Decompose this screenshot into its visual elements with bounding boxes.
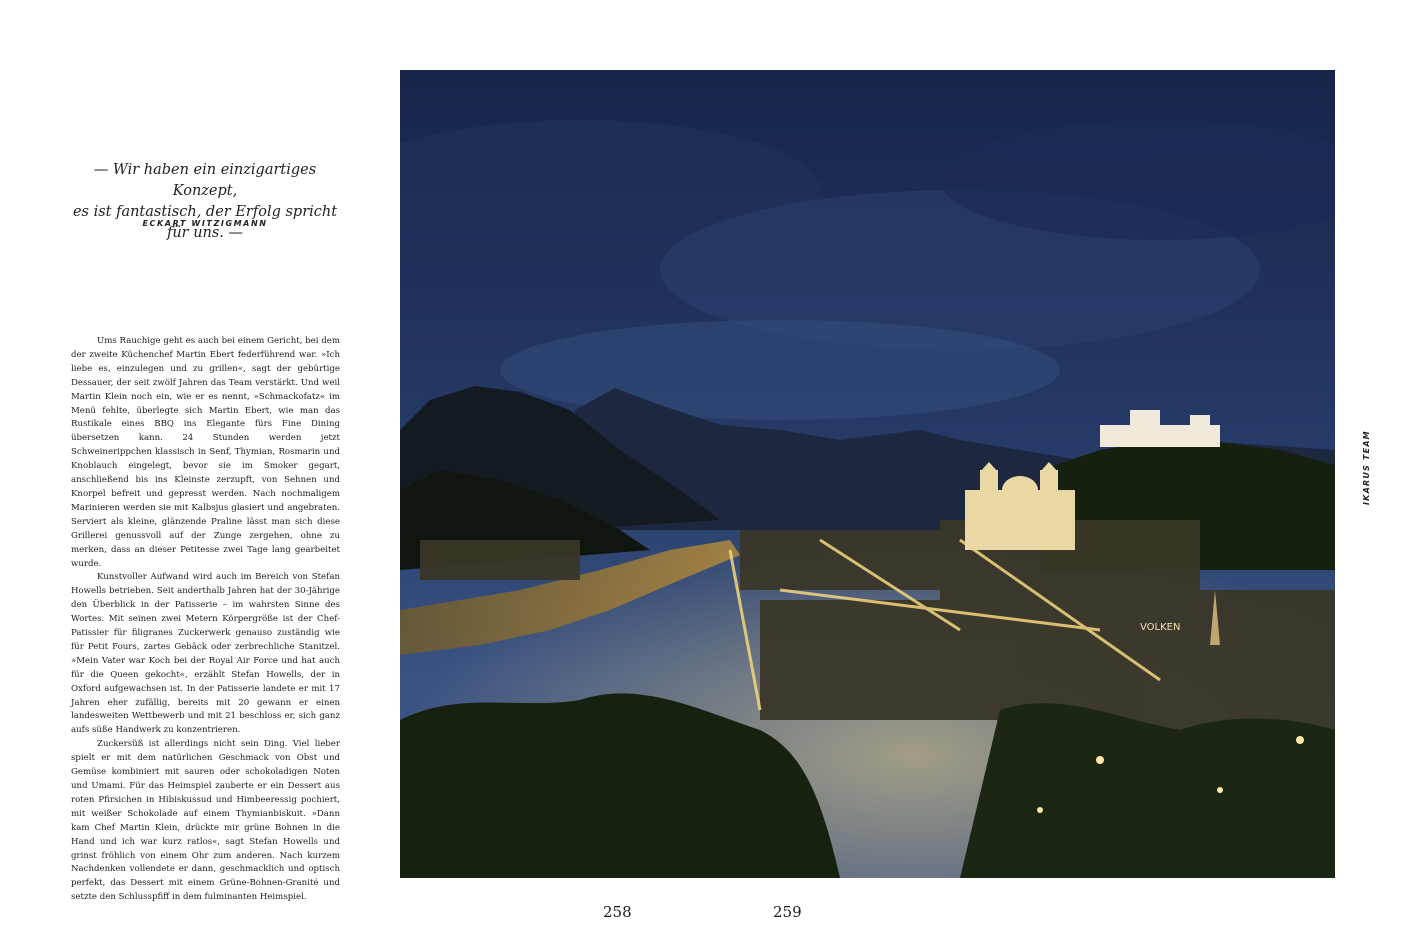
pull-quote <box>60 160 350 244</box>
quote-author: ECKART WITZIGMANN <box>142 219 268 228</box>
article-body <box>71 335 340 905</box>
pull-quote-line-2: es ist fantastisch, der Erfolg spricht für uns. — <box>72 204 338 241</box>
pull-quote-line-1: — Wir haben ein einzigartiges Konzept, <box>93 162 317 199</box>
salzburg-night-photo <box>400 70 1335 878</box>
photo-illustration <box>400 70 1335 878</box>
page-number-left: 258 <box>603 903 632 921</box>
article-paragraph: Zuckersüß ist allerdings nicht sein Ding. Viel lieber spielt er mit dem natürlichen Geschmack von Obst und Gemüse kombiniert mit sauren oder schokoladigen Noten und Umami. Für das Heimspiel zauberte er ein Dessert aus roten Pfirsichen in Hibiskussud und Himbeeressig pochiert, mit weißer Schokolade auf einem Thymianbiskuit. »Dann kam Chef Martin Klein, drückte mir grüne Bohnen in die Hand und ich war kurz ratlos«, sagt Stefan Howells und grinst fröhlich von einem Ohr zum anderen. Nach kurzem Nachdenken vollendete er dann, geschmacklich und optisch perfekt, das Dessert mit einem Grüne-Bohnen-Granité und setzte den Schlusspfiff in dem fulminanten Heimspiel. <box>71 739 340 903</box>
building-sign: VOLKEN <box>1140 622 1181 633</box>
article-paragraph: Ums Rauchige geht es auch bei einem Gericht, bei dem der zweite Küchenchef Martin Ebert federführend war. »Ich liebe es, einzulegen und zu grillen«, sagt der gebürtige Dessauer, der seit zwölf Jahren das Team verstärkt. Und weil Martin Klein noch ein, wie er es nennt, »Schmackofatz« im Menü fehlte, überlegte sich Martin Ebert, wie man das Rustikale eines BBQ ins Elegante fürs Fine Dining übersetzen kann. 24 Stunden werden jetzt Schweinerippchen klassisch in Senf, Thymian, Rosmarin und Knoblauch eingelegt, bevor sie im Smoker gegart, anschließend bis ins Kleinste zerzupft, von Sehnen und Knorpel befreit und gepresst werden. Nach nochmaligem Marinieren werden sie mit Kalbsjus glasiert und angebraten. Serviert als kleine, glänzende Praline lässt man sich diese Grillerei genussvoll auf der Zunge zergehen, ohne zu merken, dass an dieser Petitesse zwei Tage lang gearbeitet wurde. <box>71 336 340 569</box>
photo-credit: IKARUS TEAM <box>1362 430 1371 505</box>
page-number-right: 259 <box>773 903 802 921</box>
article-paragraph: Kunstvoller Aufwand wird auch im Bereich von Stefan Howells betrieben. Seit anderthalb Jahren hat der 30-Jährige den Überblick in der Patisserie – im wahrsten Sinne des Wortes. Mit seinen zwei Metern Körpergröße ist der Chef-Patissier für filigranes Zuckerwerk genauso zuständig wie für Petit Fours, zartes Gebäck oder zerbrechliche Stanitzel. »Mein Vater war Koch bei der Royal Air Force und hat auch für die Queen gekocht«, erzählt Stefan Howells, der in Oxford aufgewachsen ist. In der Patisserie landete er mit 17 Jahren eher zufällig, bereits mit 20 gewann er einen landesweiten Wettbewerb und mit 21 beschloss er, sich ganz aufs süße Handwerk zu konzentrieren. <box>71 572 340 736</box>
